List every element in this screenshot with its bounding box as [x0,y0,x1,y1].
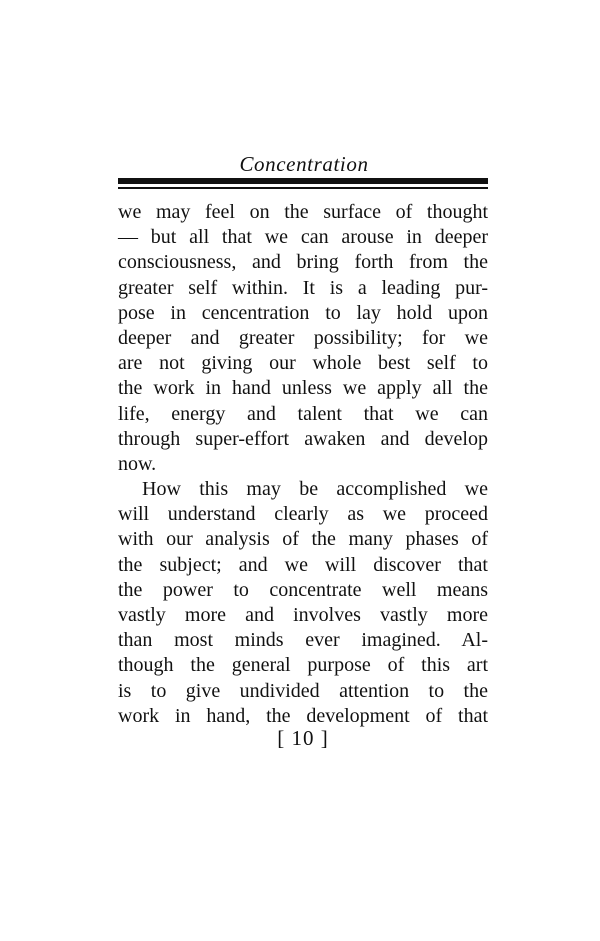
text-line: the power to concentrate well means [118,578,488,601]
text-line: vastly more and involves vastly more [118,604,488,626]
text-line: work in hand, the development of that [118,704,488,727]
text-line: consciousness, and bring forth from the [118,251,488,274]
running-head: Concentration [239,152,369,176]
text-line: the work in hand unless we apply all the [118,377,488,400]
text-line: How this may be accomplished we [142,478,488,501]
text-line: with our analysis of the many phases of [118,528,488,551]
text-line: pose in cencentration to lay hold upon [118,301,488,324]
text-line: deeper and greater possibility; for we [118,326,488,349]
text-line: — but all that we can arouse in deeper [118,226,488,249]
text-line: are not giving our whole best self to [118,352,488,375]
text-line: the subject; and we will discover that [118,553,488,576]
text-line: greater self within. It is a leading pur- [118,276,488,299]
text-line: we may feel on the surface of thought [118,201,488,223]
text-line: now. [118,452,157,475]
paragraph-1 [118,200,488,477]
text-line: though the general purpose of this art [118,654,488,677]
text-line: than most minds ever imagined. Al- [118,629,488,652]
header-rule-thin [118,187,488,189]
text-line: through super-effort awaken and develop [118,427,488,450]
body-text [118,200,488,729]
text-line: life, energy and talent that we can [118,402,488,425]
header-rule-thick [118,178,488,184]
text-line: is to give undivided attention to the [118,679,488,702]
text-line: will understand clearly as we proceed [118,503,488,526]
paragraph-2 [118,477,488,729]
page-number: [ 10 ] [277,726,329,750]
